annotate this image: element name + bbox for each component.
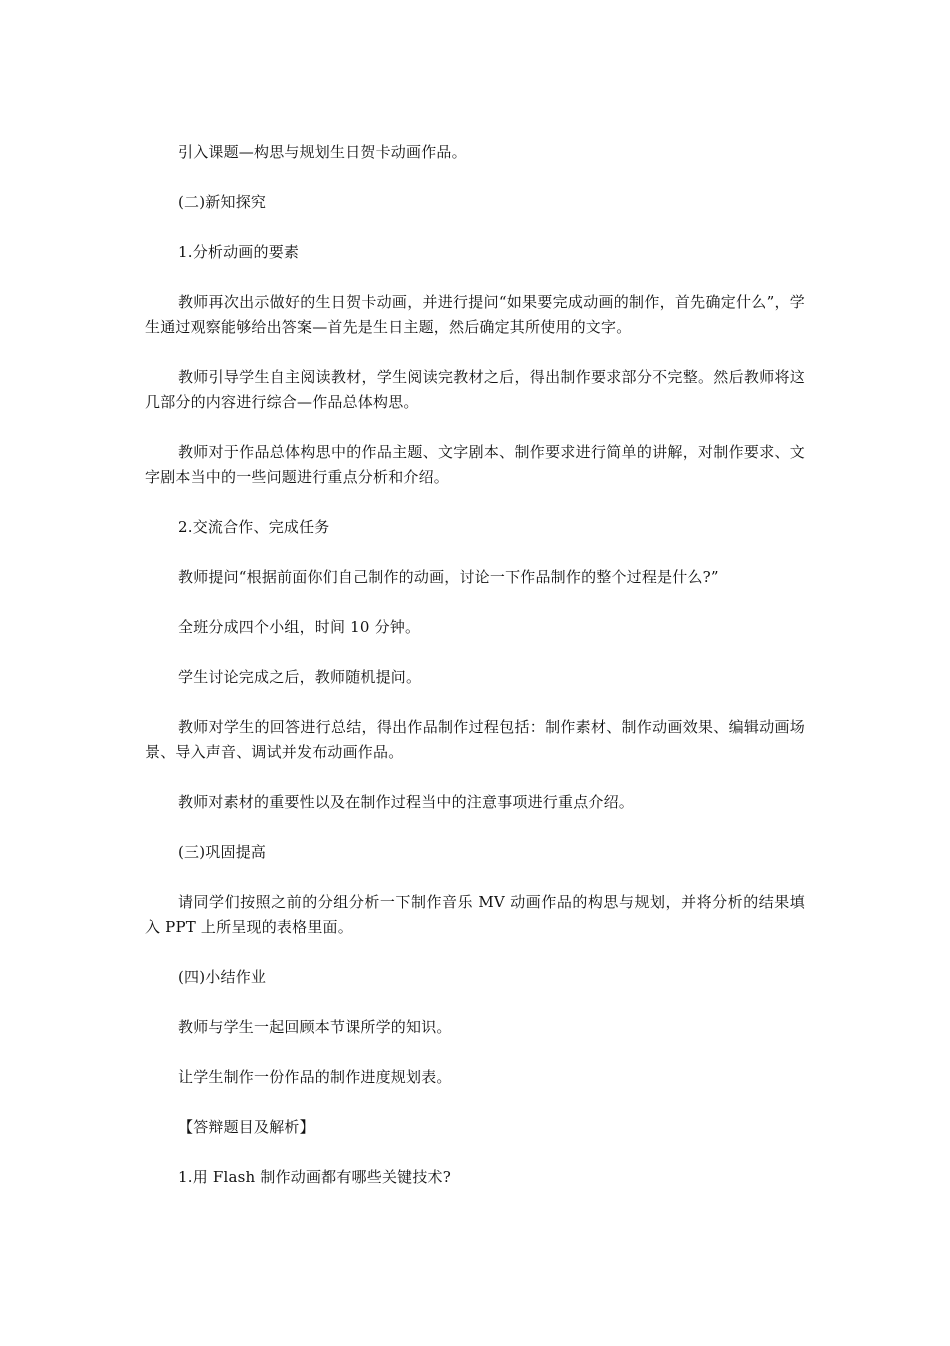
paragraph-review: 教师与学生一起回顾本节课所学的知识。 bbox=[178, 1018, 452, 1036]
paragraph-homework: 让学生制作一份作品的制作进度规划表。 bbox=[178, 1068, 452, 1086]
paragraph-material-importance: 教师对素材的重要性以及在制作过程当中的注意事项进行重点介绍。 bbox=[178, 793, 635, 811]
paragraph-mv-analysis: 请同学们按照之前的分组分析一下制作音乐 MV 动画作品的构思与规划，并将分析的结果填入 PPT 上所呈现的表格里面。 bbox=[145, 893, 805, 936]
section-heading-consolidation: (三)巩固提高 bbox=[178, 843, 267, 861]
paragraph-teacher-question: 教师提问“根据前面你们自己制作的动画，讨论一下作品制作的整个过程是什么?” bbox=[178, 568, 719, 586]
paragraph-reading-textbook: 教师引导学生自主阅读教材，学生阅读完教材之后，得出制作要求部分不完整。然后教师将这几部分的内容进行综合—作品总体构思。 bbox=[145, 368, 805, 411]
paragraph-group-split: 全班分成四个小组，时间 10 分钟。 bbox=[178, 618, 421, 636]
paragraph-teacher-shows-card: 教师再次出示做好的生日贺卡动画，并进行提问“如果要完成动画的制作，首先确定什么”，学生通过观察能够给出答案—首先是生日主题，然后确定其所使用的文字。 bbox=[145, 293, 805, 336]
section-heading-summary-homework: (四)小结作业 bbox=[178, 968, 267, 986]
paragraph-question-flash: 1.用 Flash 制作动画都有哪些关键技术? bbox=[178, 1168, 451, 1186]
subheading-analyze-elements: 1.分析动画的要素 bbox=[178, 243, 300, 261]
paragraph-overall-concept: 教师对于作品总体构思中的作品主题、文字剧本、制作要求进行简单的讲解，对制作要求、文字剧本当中的一些问题进行重点分析和介绍。 bbox=[145, 443, 805, 486]
document-body bbox=[145, 140, 805, 1215]
section-heading-defense-questions: 【答辩题目及解析】 bbox=[178, 1118, 315, 1136]
paragraph-intro-topic: 引入课题—构思与规划生日贺卡动画作品。 bbox=[178, 143, 467, 161]
subheading-cooperation: 2.交流合作、完成任务 bbox=[178, 518, 330, 536]
paragraph-summary-process: 教师对学生的回答进行总结，得出作品制作过程包括：制作素材、制作动画效果、编辑动画场景、导入声音、调试并发布动画作品。 bbox=[145, 718, 805, 761]
section-heading-new-knowledge: (二)新知探究 bbox=[178, 193, 267, 211]
paragraph-random-question: 学生讨论完成之后，教师随机提问。 bbox=[178, 668, 422, 686]
